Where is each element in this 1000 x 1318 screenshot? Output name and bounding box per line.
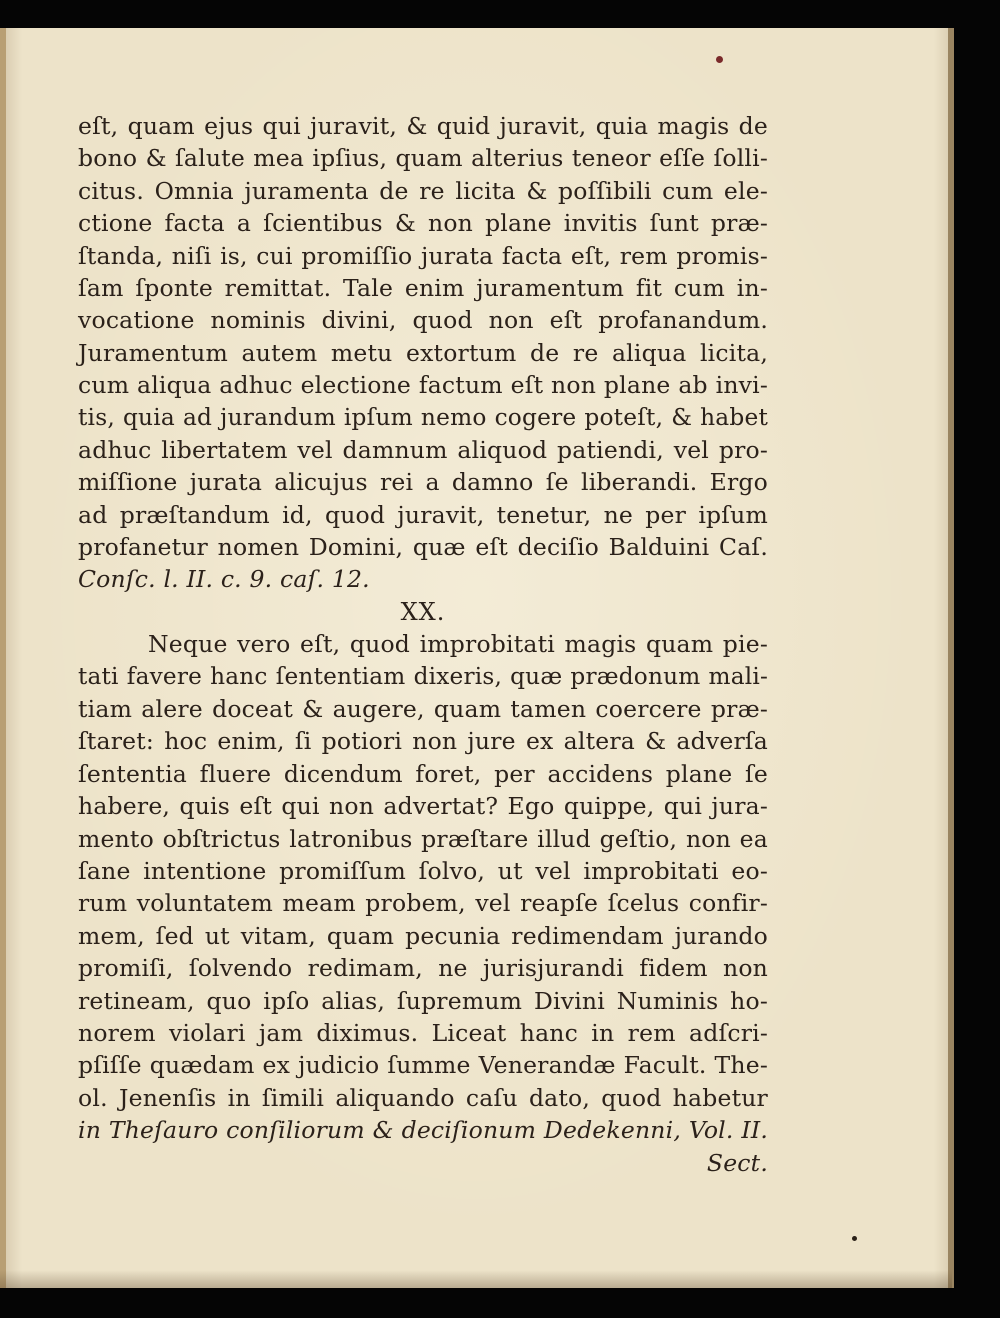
ink-speck xyxy=(716,56,723,63)
text-line: miſſione jurata alicujus rei a damno ſe liberandi. Ergo xyxy=(78,468,768,497)
text-line: mento obſtrictus latronibus præſtare illud geſtio, non ea xyxy=(78,824,768,853)
text-line: Neque vero eſt, quod improbitati magis quam pie- xyxy=(148,630,768,659)
text-line: ſane intentione promiſſum ſolvo, ut vel improbitati eo- xyxy=(78,856,768,885)
paragraph-1 xyxy=(78,110,768,596)
text-line: bono & ſalute mea ipſius, quam alterius teneor eſſe ſolli- xyxy=(78,144,768,173)
text-line: tis, quia ad jurandum ipſum nemo cogere poteſt, & habet xyxy=(78,403,768,431)
text-line: habere, quis eſt qui non advertat? Ego quippe, qui jura- xyxy=(78,792,768,821)
catchword: Sect. xyxy=(706,1148,768,1177)
text-line: norem violari jam diximus. Liceat hanc in rem adſcri- xyxy=(78,1018,768,1047)
text-line: ſtaret: hoc enim, ſi potiori non jure ex altera & adverſa xyxy=(78,727,768,756)
text-line: profanetur nomen Domini, quæ eſt deciſio Balduini Caſ. xyxy=(78,533,768,562)
text-line: ſtanda, niſi is, cui promiſſio jurata facta eſt, rem promis- xyxy=(78,241,768,270)
text-line: retineam, quo ipſo alias, ſupremum Divini Numinis ho- xyxy=(78,986,768,1015)
section-heading: XX. xyxy=(400,597,446,626)
page-left-edge xyxy=(0,28,6,1288)
text-line: citus. Omnia juramenta de re licita & poſſibili cum ele- xyxy=(78,176,768,205)
paragraph-2 xyxy=(78,628,768,1179)
text-line: eſt, quam ejus qui juravit, & quid juravit, quia magis de xyxy=(78,112,768,140)
text-line: mem, ſed ut vitam, quam pecunia redimendam jurando xyxy=(78,921,768,950)
page-right-edge xyxy=(948,28,954,1288)
page-bottom-shadow xyxy=(0,1270,952,1288)
text-line: promiſi, ſolvendo redimam, ne jurisjurandi fidem non xyxy=(78,954,768,983)
text-line: ctione facta a ſcientibus & non plane invitis ſunt præ- xyxy=(78,209,768,238)
citation-line: in Theſauro conſiliorum & deciſionum Dedekenni, Vol. II. xyxy=(78,1116,768,1145)
text-line: adhuc libertatem vel damnum aliquod patiendi, vel pro- xyxy=(78,435,768,464)
page-text xyxy=(78,110,768,1179)
text-line: ol. Jenenſis in ſimili aliquando caſu dato, quod habetur xyxy=(78,1083,768,1112)
text-line: ad præſtandum id, quod juravit, tenetur, ne per ipſum xyxy=(78,500,768,529)
text-line: vocatione nominis divini, quod non eſt profanandum. xyxy=(78,306,768,335)
text-line: Juramentum autem metu extortum de re aliqua licita, xyxy=(78,338,768,367)
text-line: ſam ſponte remittat. Tale enim juramentum fit cum in- xyxy=(78,273,768,302)
text-line: tiam alere doceat & augere, quam tamen coercere præ- xyxy=(78,695,768,724)
text-line: cum aliqua adhuc electione factum eſt non plane ab invi- xyxy=(78,371,768,400)
text-line: tati favere hanc ſententiam dixeris, quæ prædonum mali- xyxy=(78,662,768,690)
ink-speck xyxy=(852,1236,857,1241)
text-line: ſententia fluere dicendum foret, per accidens plane ſe xyxy=(78,759,768,788)
citation-line: Conſc. l. II. c. 9. caſ. 12. xyxy=(78,565,370,594)
text-line: pſiſſe quædam ex judicio ſumme Venerandæ Facult. The- xyxy=(78,1051,768,1080)
text-line: rum voluntatem meam probem, vel reapſe ſcelus confir- xyxy=(78,889,768,918)
